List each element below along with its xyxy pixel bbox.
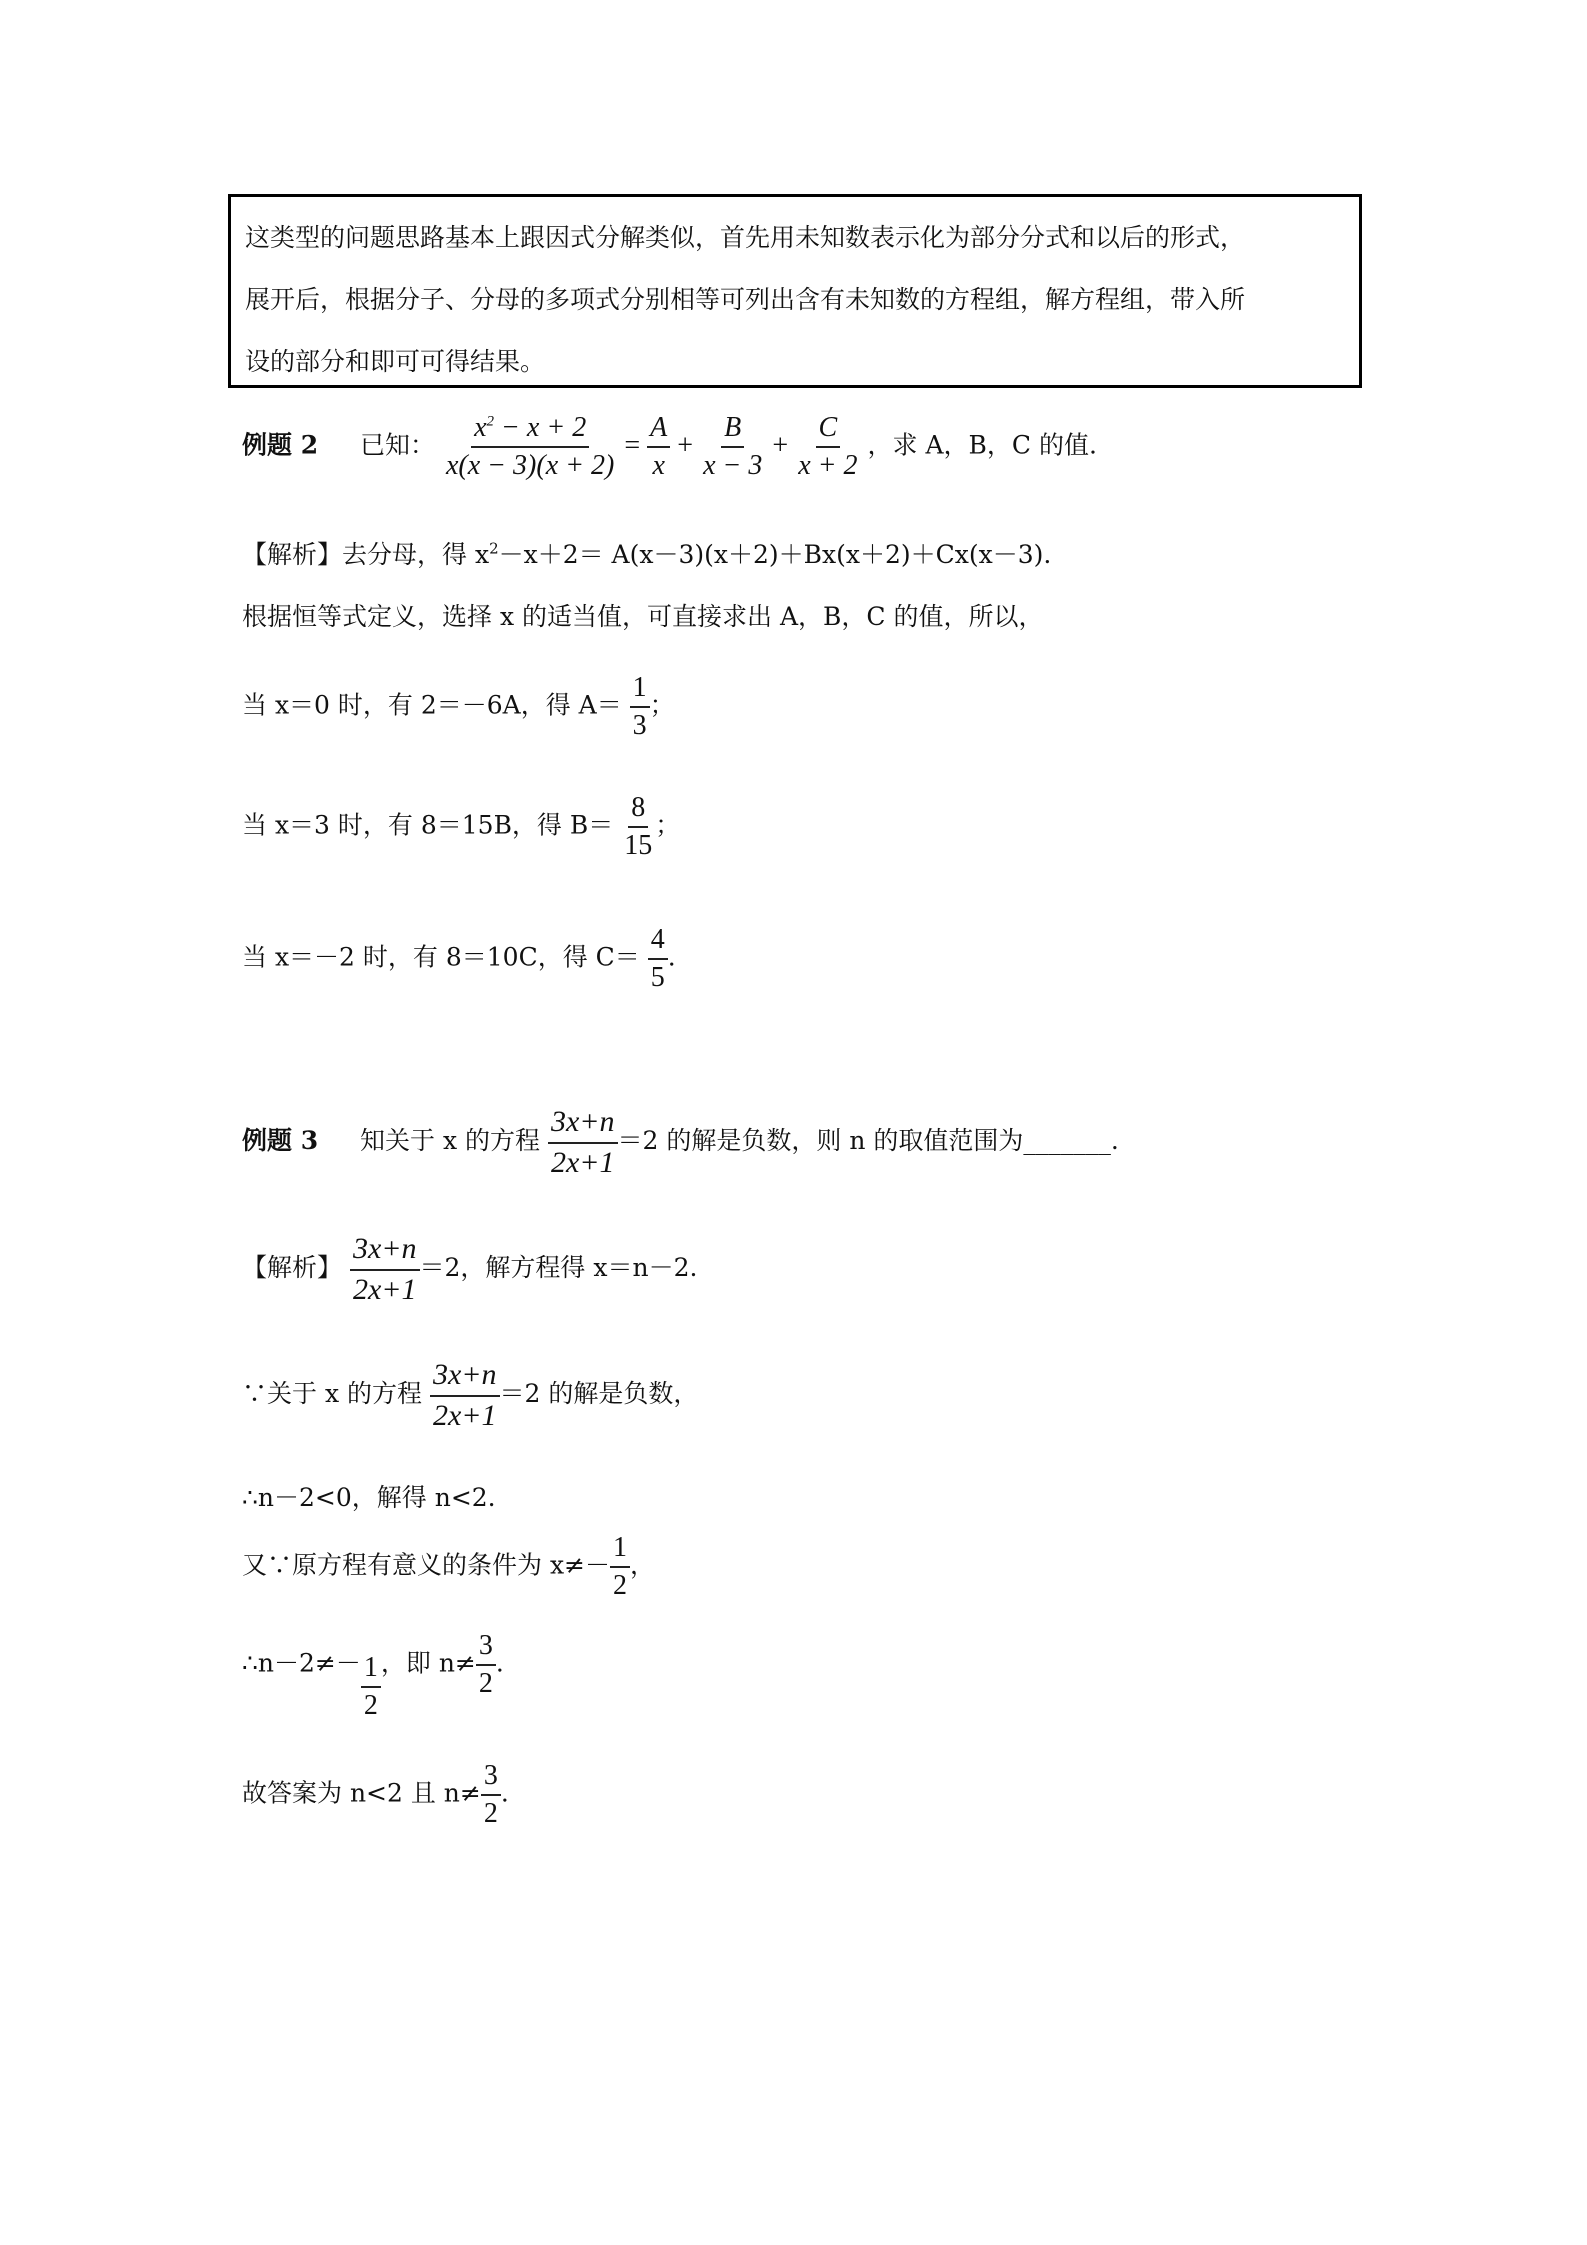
note-line-1: 这类型的问题思路基本上跟因式分解类似，首先用未知数表示化为部分分式和以后的形式， — [245, 223, 1246, 252]
example3-because: ∵关于 x 的方程 $\frac{3x+n}{2x+1}$ ＝2 的解是负数， — [242, 1358, 699, 1432]
example3-also: 又∵原方程有意义的条件为 x≠－ $\frac{1}{2}$ ， — [242, 1532, 656, 1602]
example3-solution: 【解析】 $\frac{3x+n}{2x+1}$ ＝2，解方程得 x＝n－2. — [242, 1232, 698, 1306]
example3-header: 例题 3 知关于 x 的方程 $\frac{3x+n}{2x+1}$ ＝2 的解是负数，则 n 的取值范围为_______. — [242, 1105, 1119, 1179]
example2-solution: 【解析】去分母，得 $x^2-x+2= A(x-3)(x+2)+Bx(x+2)+Cx(x-3)$. — [242, 539, 1052, 569]
example3-label: 例题 3 — [242, 1126, 319, 1155]
note-line-3: 设的部分和即可可得结果。 — [245, 347, 546, 376]
lhs-fraction: $\frac{x^2 - x + 2}{x(x - 3)(x + 2)}$ — [445, 412, 615, 482]
solution-label: 【解析】 — [242, 1253, 343, 1282]
solution-label: 【解析】 — [242, 540, 343, 569]
example2-label: 例题 2 — [242, 430, 319, 460]
example2-line2: 根据恒等式定义，选择 x 的适当值，可直接求出 A，B，C 的值，所以， — [242, 602, 1044, 631]
example2-case1: 当 x＝0 时，有 2＝－6A，得 A＝ $\frac{1}{3}$ ； — [242, 672, 675, 742]
example3-answer: 故答案为 n<2 且 n≠ $\frac{3}{2}$ . — [242, 1760, 509, 1830]
example3-intro: 知关于 x 的方程 — [360, 1126, 541, 1155]
example3-therefore2: ∴n－2≠－ $\frac{1}{2}$ ，即 n≠ $\frac{3}{2}$ . — [242, 1630, 504, 1722]
example2-intro: 已知： — [360, 430, 436, 460]
example2-case3: 当 x＝－2 时，有 8＝10C，得 C＝ $\frac{4}{5}$ . — [242, 924, 676, 994]
example2-equation: $\frac{x^2 - x + 2}{x(x - 3)(x + 2)}$ = $\frac{A}{x}$ + $\frac{B}{x - 3}$ + $\frac{C}{x + 2}$ — [443, 430, 868, 461]
example2-case2: 当 x＝3 时，有 8＝15B，得 B＝ $\frac{8}{15}$ ； — [242, 792, 681, 862]
note-line-2: 展开后，根据分子、分母的多项式分别相等可列出含有未知数的方程组，解方程组，带入所 — [245, 285, 1246, 314]
example2-tail: ，求 A，B，C 的值. — [867, 430, 1097, 460]
example3-therefore1: ∴n－2<0，解得 n<2. — [242, 1483, 496, 1512]
note-box — [228, 194, 1362, 388]
answer-blank[interactable]: _______ — [1023, 1126, 1111, 1155]
term-a-fraction: $\frac{A}{x}$ — [647, 412, 670, 482]
term-c-fraction: $\frac{C}{x + 2}$ — [798, 412, 858, 482]
example2-header — [242, 412, 1097, 482]
example3-fraction: $\frac{3x+n}{2x+1}$ — [548, 1105, 618, 1180]
term-b-fraction: $\frac{B}{x - 3}$ — [703, 412, 763, 482]
